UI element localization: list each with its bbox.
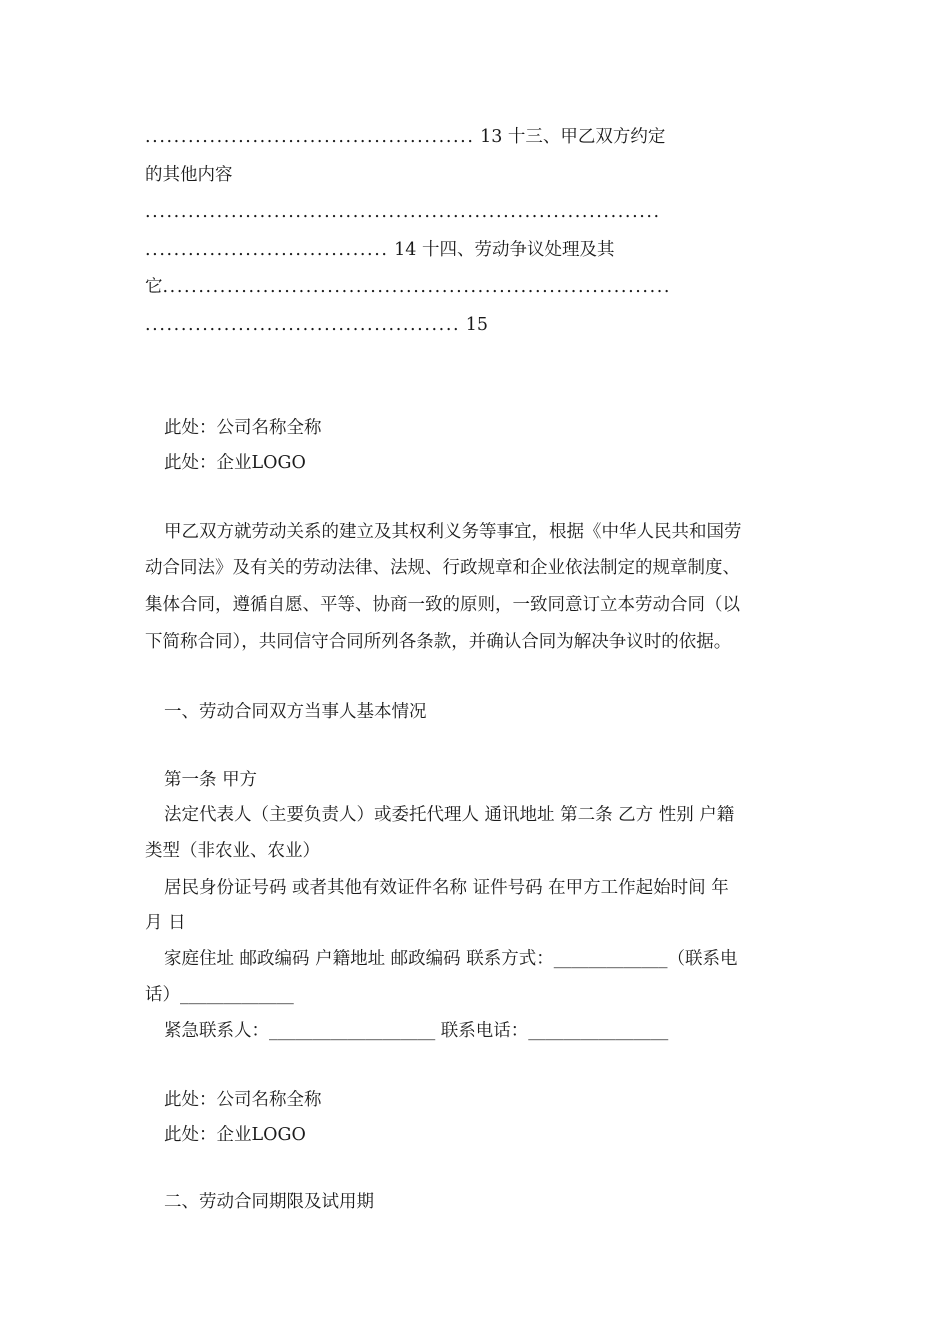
toc-entry-13: 13 十三、甲乙双方约定 — [474, 127, 666, 147]
toc-line — [145, 125, 805, 151]
toc-line — [145, 275, 805, 301]
party-info-line: 类型（非农业、农业） — [145, 841, 320, 861]
intro-paragraph-line: 甲乙双方就劳动关系的建立及其权利义务等事宜，根据《中华人民共和国劳 — [164, 522, 742, 542]
party-info-line: 话）_____________ — [145, 985, 294, 1005]
toc-entry-14: 14 十四、劳动争议处理及其 — [388, 240, 615, 260]
intro-paragraph-line: 下简称合同），共同信守合同所列各条款，并确认合同为解决争议时的依据。 — [145, 632, 732, 652]
toc-line — [145, 163, 805, 189]
intro-paragraph-line: 动合同法》及有关的劳动法律、法规、行政规章和企业依法制定的规章制度、 — [145, 558, 740, 578]
toc-leader-dots: ....................................................................... — [162, 277, 672, 297]
company-name-placeholder: 此处：公司名称全称 — [164, 1090, 322, 1110]
company-name-placeholder: 此处：公司名称全称 — [164, 418, 322, 438]
party-info-line: 法定代表人（主要负责人）或委托代理人 通讯地址 第二条 乙方 性别 户籍 — [164, 805, 735, 825]
toc-entry-14-continued: 它 — [145, 277, 163, 297]
emergency-contact-line: 紧急联系人：___________________ 联系电话：________________ — [164, 1021, 669, 1041]
article-heading: 第一条 甲方 — [164, 770, 258, 790]
intro-paragraph-line: 集体合同，遵循自愿、平等、协商一致的原则，一致同意订立本劳动合同（以 — [145, 595, 740, 615]
toc-entry-13-continued: 的其他内容 — [145, 165, 233, 185]
toc-leader-dots: .............................................. — [145, 127, 475, 147]
section-heading: 二、劳动合同期限及试用期 — [164, 1192, 374, 1212]
party-info-line: 家庭住址 邮政编码 户籍地址 邮政编码 联系方式：_____________（联系电 — [164, 949, 738, 969]
toc-leader-dots: .................................. — [145, 240, 389, 260]
party-info-line: 居民身份证号码 或者其他有效证件名称 证件号码 在甲方工作起始时间 年 — [164, 878, 729, 898]
toc-page-15: 15 — [460, 315, 489, 335]
toc-line — [145, 200, 805, 226]
company-logo-placeholder: 此处：企业LOGO — [164, 453, 306, 473]
toc-line — [145, 313, 805, 339]
party-info-line: 月 日 — [145, 913, 186, 933]
section-heading: 一、劳动合同双方当事人基本情况 — [164, 702, 427, 722]
toc-line — [145, 238, 805, 264]
toc-leader-dots: ........................................................................ — [145, 202, 661, 222]
toc-leader-dots: ............................................ — [145, 315, 461, 335]
company-logo-placeholder: 此处：企业LOGO — [164, 1125, 306, 1145]
